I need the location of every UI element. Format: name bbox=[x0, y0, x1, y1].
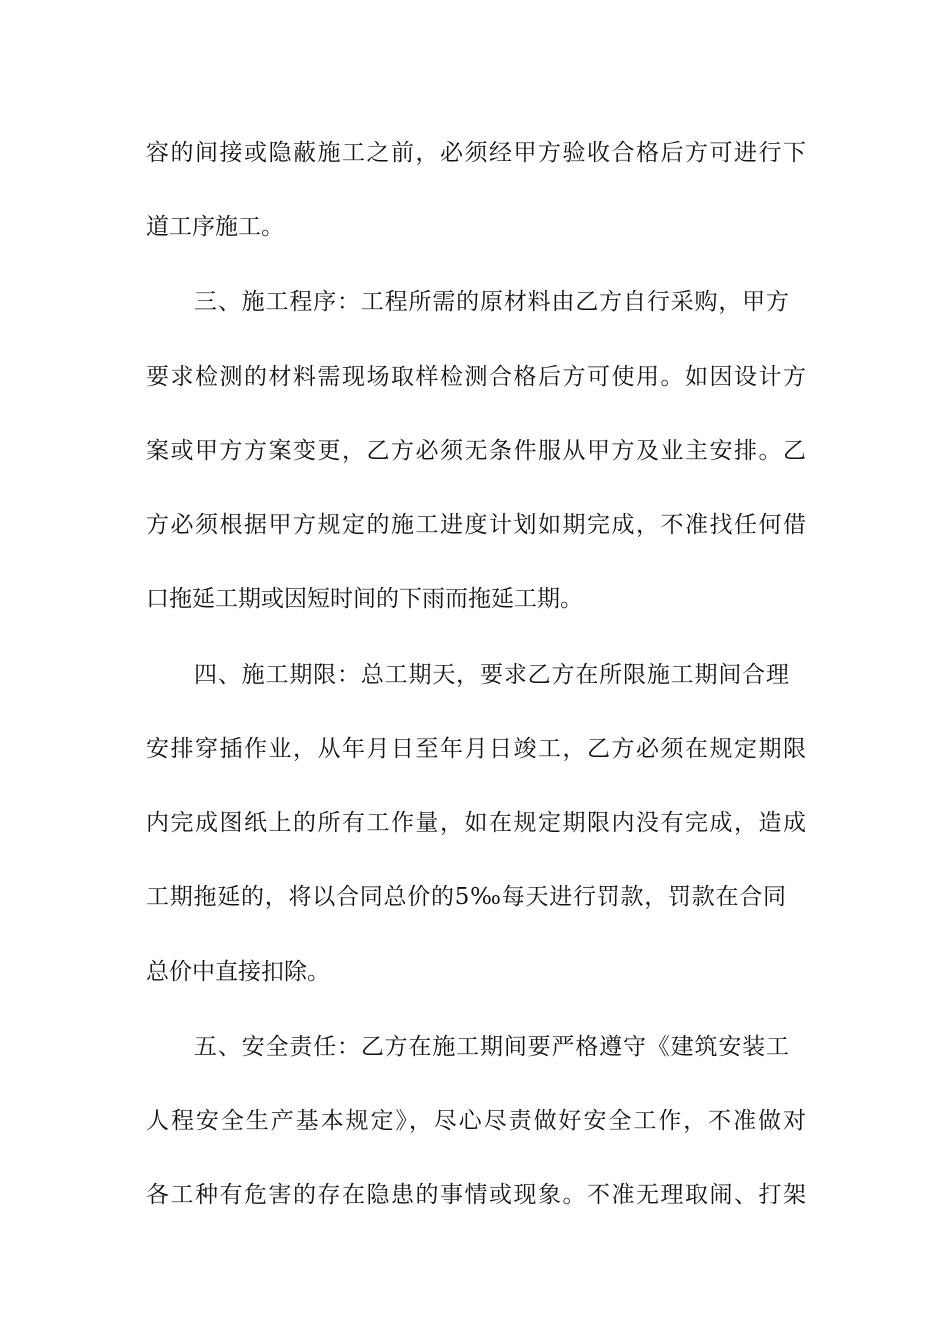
text-line-1: 容的间接或隐蔽施工之前，必须经甲方验收合格后方可进行下 bbox=[146, 140, 806, 166]
paragraph-3-line-3: 案或甲方方案变更，乙方必须无条件服从甲方及业主安排。乙 bbox=[146, 438, 806, 464]
paragraph-4-line-4: 工期拖延的，将以合同总价的5‰每天进行罚款，罚款在合同 bbox=[146, 884, 786, 910]
paragraph-3-line-5: 口拖延工期或因短时间的下雨而拖延工期。 bbox=[146, 586, 583, 612]
paragraph-3-line-2: 要求检测的材料需现场取样检测合格后方可使用。如因设计方 bbox=[146, 364, 806, 390]
paragraph-4-line-3: 内完成图纸上的所有工作量，如在规定期限内没有完成，造成 bbox=[146, 810, 806, 836]
paragraph-3-line-1: 三、施工程序：工程所需的原材料由乙方自行采购，甲方 bbox=[194, 289, 789, 315]
paragraph-4-line-5: 总价中直接扣除。 bbox=[146, 959, 330, 985]
paragraph-3-line-4: 方必须根据甲方规定的施工进度计划如期完成，不准找任何借 bbox=[146, 512, 806, 538]
paragraph-4-line-2: 安排穿插作业，从年月日至年月日竣工，乙方必须在规定期限 bbox=[146, 736, 806, 762]
paragraph-4-line-1: 四、施工期限：总工期天，要求乙方在所限施工期间合理 bbox=[194, 662, 789, 688]
paragraph-5-line-1: 五、安全责任：乙方在施工期间要严格遵守《建筑安装工 bbox=[194, 1034, 789, 1060]
text-line-2: 道工序施工。 bbox=[146, 214, 284, 240]
paragraph-5-line-3: 各工种有危害的存在隐患的事情或现象。不准无理取闹、打架 bbox=[146, 1182, 806, 1208]
paragraph-5-line-2: 人程安全生产基本规定》，尽心尽责做好安全工作，不准做对 bbox=[146, 1108, 806, 1134]
